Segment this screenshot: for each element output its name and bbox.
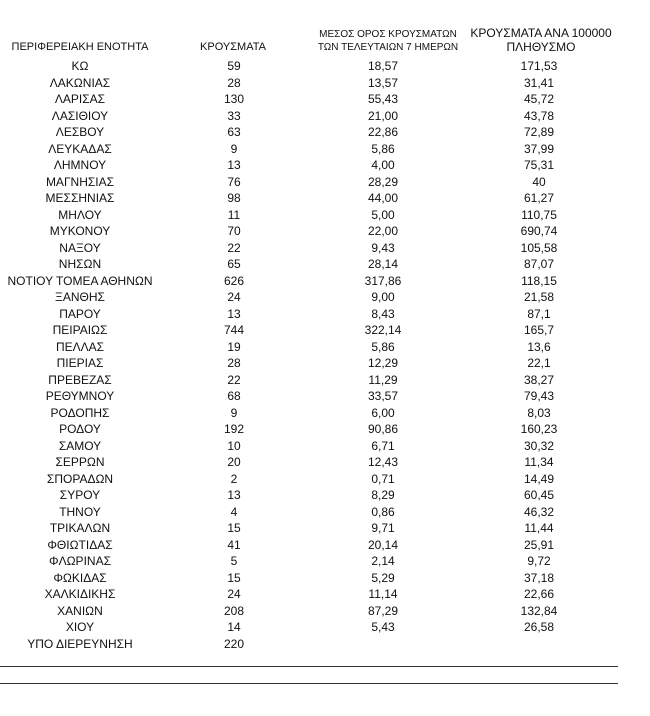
cell-cases: 9: [230, 141, 238, 156]
cell-region: ΧΑΛΚΙΔΙΚΗΣ: [44, 587, 116, 602]
cell-avg: 13,57: [367, 75, 399, 90]
cell-avg: 22,86: [367, 125, 399, 140]
cell-avg: 8,29: [371, 488, 395, 503]
cell-per100k: 690,74: [520, 224, 558, 239]
cell-cases: 192: [223, 422, 245, 437]
cell-per100k: 160,23: [520, 422, 558, 437]
cases-table-body: [0, 58, 620, 652]
cell-region: ΞΑΝΘΗΣ: [55, 290, 105, 305]
cell-avg: 6,00: [371, 405, 395, 420]
cell-per100k: 11,34: [524, 455, 554, 470]
cell-cases: 65: [227, 257, 241, 272]
table-row: [0, 636, 620, 653]
cell-region: ΣΑΜΟΥ: [58, 438, 102, 453]
cell-region: ΣΠΟΡΑΔΩΝ: [46, 471, 114, 486]
table-row: [0, 438, 620, 455]
header-region: ΠΕΡΙΦΕΡΕΙΑΚΗ ΕΝΟΤΗΤΑ: [11, 41, 149, 53]
cell-cases: 13: [227, 306, 241, 321]
header-avg-line1: ΜΕΣΟΣ ΟΡΟΣ ΚΡΟΥΣΜΑΤΩΝ: [319, 29, 457, 40]
cell-per100k: 37,18: [523, 570, 555, 585]
table-row: [0, 405, 620, 422]
cell-avg: 9,00: [371, 290, 395, 305]
cell-avg: 55,43: [367, 92, 399, 107]
cell-cases: 20: [227, 455, 241, 470]
cell-region: ΛΑΡΙΣΑΣ: [54, 92, 106, 107]
cell-per100k: 132,84: [520, 603, 558, 618]
cell-cases: 63: [227, 125, 241, 140]
cell-per100k: 46,32: [523, 504, 555, 519]
table-row: [0, 504, 620, 521]
table-row: [0, 619, 620, 636]
cell-per100k: 45,72: [523, 92, 555, 107]
cell-per100k: 9,72: [527, 554, 551, 569]
header-per100k-line2: ΠΛΗΘΥΣΜΟ: [506, 40, 576, 54]
table-row: [0, 223, 620, 240]
cell-per100k: 87,07: [523, 257, 555, 272]
cell-avg: 12,29: [367, 356, 399, 371]
table-row: [0, 471, 620, 488]
cell-avg: 5,86: [371, 141, 395, 156]
table-row: [0, 553, 620, 570]
cell-per100k: 61,27: [523, 191, 555, 206]
cell-per100k: 87,1: [527, 306, 551, 321]
cell-region: ΣΕΡΡΩΝ: [55, 455, 105, 470]
cell-region: ΜΕΣΣΗΝΙΑΣ: [45, 191, 115, 206]
cell-per100k: 13,6: [527, 339, 551, 354]
cell-cases: 4: [230, 504, 238, 519]
cell-cases: 19: [227, 339, 241, 354]
cell-cases: 41: [227, 537, 241, 552]
cell-avg: 5,43: [371, 620, 395, 635]
cell-cases: 13: [227, 158, 241, 173]
cell-cases: 10: [227, 438, 241, 453]
cell-avg: 33,57: [367, 389, 399, 404]
cell-region: ΦΘΙΩΤΙΔΑΣ: [47, 537, 113, 552]
cell-per100k: 11,44: [524, 521, 554, 536]
cell-region: ΝΗΣΩΝ: [58, 257, 102, 272]
cases-table: [0, 58, 620, 652]
table-row: [0, 256, 620, 273]
header-seven-day-average: [305, 28, 471, 54]
cell-cases: 11: [227, 207, 241, 222]
cell-per100k: 165,7: [523, 323, 555, 338]
cell-region: ΧΙΟΥ: [65, 620, 95, 635]
table-row: [0, 372, 620, 389]
table-row: [0, 91, 620, 108]
table-row: [0, 570, 620, 587]
cell-region: ΠΑΡΟΥ: [59, 306, 101, 321]
cell-cases: 98: [227, 191, 241, 206]
cell-cases: 76: [227, 174, 241, 189]
cell-cases: 13: [227, 488, 241, 503]
cell-region: ΠΕΙΡΑΙΩΣ: [52, 323, 108, 338]
table-row: [0, 454, 620, 471]
cell-region: ΠΡΕΒΕΖΑΣ: [48, 372, 112, 387]
cell-cases: 15: [227, 570, 241, 585]
cell-cases: 208: [223, 603, 245, 618]
cell-per100k: 30,32: [523, 438, 555, 453]
cell-cases: 24: [227, 587, 241, 602]
cell-region: ΧΑΝΙΩΝ: [57, 603, 103, 618]
table-row: [0, 141, 620, 158]
header-per100k-line1: ΚΡΟΥΣΜΑΤΑ ΑΝΑ 100000: [470, 26, 612, 40]
cell-region: ΠΕΛΛΑΣ: [55, 339, 105, 354]
cell-region: ΡΟΔΟΥ: [59, 422, 101, 437]
table-row: [0, 289, 620, 306]
table-row: [0, 157, 620, 174]
cell-avg: 317,86: [364, 273, 402, 288]
cell-region: ΜΥΚΟΝΟΥ: [49, 224, 111, 239]
table-row: [0, 124, 620, 141]
page-bottom-rule: [0, 683, 618, 684]
cell-cases: 22: [227, 240, 241, 255]
cell-region: ΛΑΣΙΘΙΟΥ: [51, 108, 109, 123]
cell-per100k: 37,99: [523, 141, 555, 156]
cell-per100k: 22,66: [523, 587, 555, 602]
table-row: [0, 240, 620, 257]
cell-region: ΛΕΥΚΑΔΑΣ: [48, 141, 112, 156]
cell-per100k: 118,15: [521, 273, 557, 288]
cell-cases: 9: [230, 405, 238, 420]
cell-avg: 5,86: [371, 339, 395, 354]
table-row: [0, 388, 620, 405]
cell-per100k: 79,43: [523, 389, 555, 404]
cell-cases: 626: [223, 273, 245, 288]
cell-cases: 28: [227, 356, 241, 371]
cell-per100k: 31,41: [523, 75, 555, 90]
cell-avg: 44,00: [367, 191, 399, 206]
cell-per100k: 171,53: [520, 59, 558, 74]
cell-cases: 2: [230, 471, 238, 486]
cell-per100k: 25,91: [523, 537, 555, 552]
cell-per100k: 110,75: [521, 207, 557, 222]
table-row: [0, 322, 620, 339]
cell-region: ΡΕΘΥΜΝΟΥ: [45, 389, 115, 404]
cell-avg: 28,29: [367, 174, 399, 189]
cell-per100k: 75,31: [523, 158, 555, 173]
cell-cases: 14: [227, 620, 241, 635]
cell-per100k: 22,1: [527, 356, 551, 371]
cell-cases: 70: [227, 224, 241, 239]
cell-per100k: 72,89: [523, 125, 555, 140]
table-row: [0, 421, 620, 438]
cell-avg: 28,14: [367, 257, 399, 272]
table-row: [0, 190, 620, 207]
cell-avg: 322,14: [364, 323, 402, 338]
cell-region: ΚΩ: [71, 59, 89, 74]
cell-avg: 9,71: [371, 521, 395, 536]
cell-cases: 22: [227, 372, 241, 387]
cell-per100k: 14,49: [523, 471, 555, 486]
cell-avg: 0,86: [371, 504, 395, 519]
cell-avg: 11,14: [368, 587, 398, 602]
cell-avg: 11,29: [368, 372, 398, 387]
cell-region: ΣΥΡΟΥ: [59, 488, 101, 503]
cell-avg: 90,86: [367, 422, 399, 437]
cell-per100k: 8,03: [527, 405, 551, 420]
cell-region: ΦΛΩΡΙΝΑΣ: [49, 554, 111, 569]
table-bottom-rule: [0, 666, 618, 667]
cell-avg: 21,00: [367, 108, 399, 123]
cell-cases: 59: [227, 59, 241, 74]
header-cases-per-100k: [458, 26, 624, 54]
cell-avg: 9,43: [371, 240, 395, 255]
cell-per100k: 43,78: [523, 108, 555, 123]
cell-cases: 28: [227, 75, 241, 90]
cell-region: ΦΩΚΙΔΑΣ: [53, 570, 107, 585]
cell-region: ΡΟΔΟΠΗΣ: [50, 405, 110, 420]
cell-cases: 130: [223, 92, 245, 107]
table-row: [0, 174, 620, 191]
cell-per100k: 21,58: [523, 290, 555, 305]
cell-per100k: 26,58: [523, 620, 555, 635]
cell-region: ΛΕΣΒΟΥ: [55, 125, 105, 140]
cell-region: ΤΡΙΚΑΛΩΝ: [49, 521, 111, 536]
cell-region: ΝΑΞΟΥ: [59, 240, 101, 255]
header-cases: ΚΡΟΥΣΜΑΤΑ: [200, 41, 266, 53]
table-row: [0, 273, 620, 290]
cell-cases: 15: [227, 521, 241, 536]
cell-cases: 5: [230, 554, 238, 569]
cell-region: ΠΙΕΡΙΑΣ: [56, 356, 104, 371]
table-row: [0, 108, 620, 125]
cell-avg: 87,29: [367, 603, 399, 618]
table-row: [0, 306, 620, 323]
cell-avg: [308, 636, 458, 653]
cell-avg: 4,00: [371, 158, 395, 173]
cell-region: ΛΑΚΩΝΙΑΣ: [49, 75, 111, 90]
table-row: [0, 355, 620, 372]
cell-avg: 2,14: [371, 554, 395, 569]
cell-per100k: 105,58: [520, 240, 558, 255]
cell-cases: 33: [227, 108, 241, 123]
table-row: [0, 487, 620, 504]
table-row: [0, 603, 620, 620]
cell-region: ΛΗΜΝΟΥ: [53, 158, 107, 173]
cell-avg: 5,00: [371, 207, 395, 222]
table-row: [0, 586, 620, 603]
cell-avg: 18,57: [367, 59, 399, 74]
cell-cases: 744: [223, 323, 245, 338]
cell-avg: 5,29: [371, 570, 395, 585]
cell-per100k: 38,27: [523, 372, 555, 387]
table-row: [0, 75, 620, 92]
cell-avg: 0,71: [371, 471, 395, 486]
cell-avg: 12,43: [367, 455, 399, 470]
header-avg-line2: ΤΩΝ ΤΕΛΕΥΤΑΙΩΝ 7 ΗΜΕΡΩΝ: [317, 42, 459, 53]
cell-region: ΜΑΓΝΗΣΙΑΣ: [45, 174, 115, 189]
cell-cases: 68: [227, 389, 241, 404]
cell-per100k: 60,45: [523, 488, 555, 503]
cell-region: ΥΠΟ ΔΙΕΡΕΥΝΗΣΗ: [27, 636, 133, 651]
cell-avg: 8,43: [371, 306, 395, 321]
cell-avg: 22,00: [367, 224, 399, 239]
cell-cases: 220: [223, 636, 245, 651]
cell-region: ΝΟΤΙΟΥ ΤΟΜΕΑ ΑΘΗΝΩΝ: [7, 273, 153, 288]
cell-region: ΤΗΝΟΥ: [59, 504, 101, 519]
cell-region: ΜΗΛΟΥ: [58, 207, 102, 222]
table-row: [0, 537, 620, 554]
table-row: [0, 58, 620, 75]
cell-cases: 24: [227, 290, 241, 305]
table-row: [0, 339, 620, 356]
cell-per100k: 40: [532, 174, 546, 189]
cell-avg: 20,14: [367, 537, 399, 552]
cell-avg: 6,71: [371, 438, 395, 453]
table-row: [0, 520, 620, 537]
cell-per100k: [458, 636, 620, 653]
table-row: [0, 207, 620, 224]
